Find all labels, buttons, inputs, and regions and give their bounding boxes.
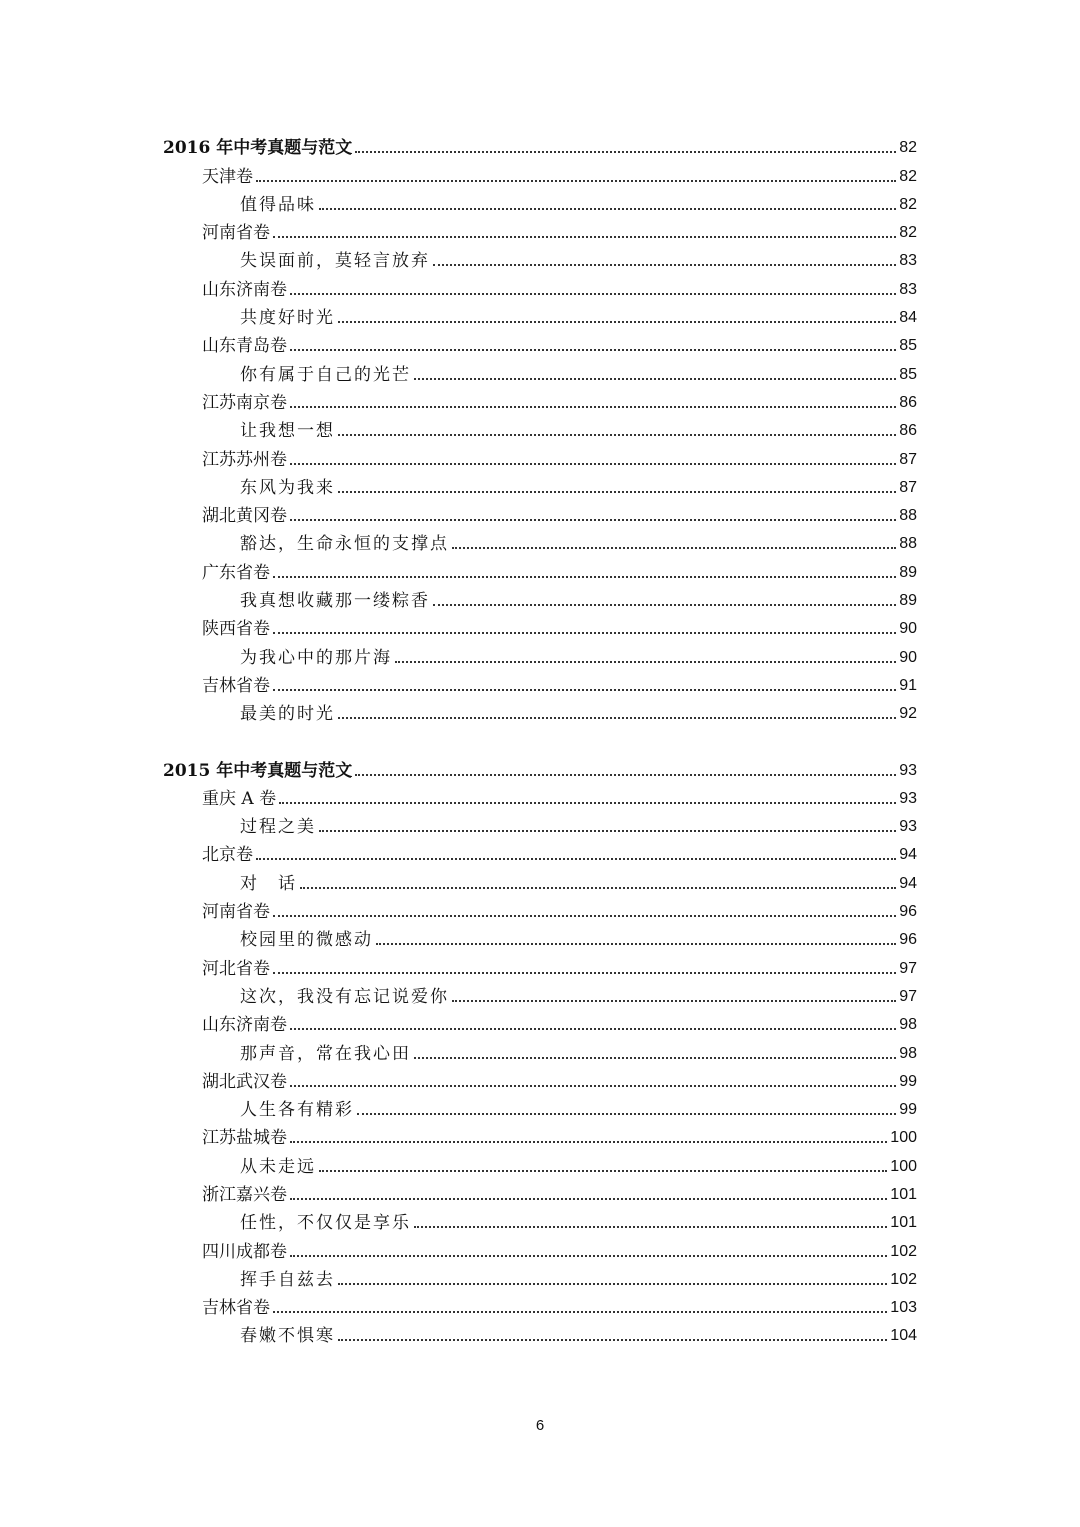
dot-leader bbox=[273, 632, 896, 634]
dot-leader bbox=[355, 774, 896, 776]
toc-exam-entry bbox=[163, 1291, 917, 1319]
toc-entry-title: 吉林省卷 bbox=[202, 1298, 270, 1319]
toc-exam-entry bbox=[163, 1065, 917, 1093]
dot-leader bbox=[338, 434, 896, 436]
dot-leader bbox=[319, 830, 896, 832]
toc-entry-title: 我真想收藏那一缕粽香 bbox=[240, 591, 430, 612]
toc-entry-title: 山东济南卷 bbox=[202, 279, 287, 300]
toc-entry-page: 94 bbox=[899, 874, 917, 892]
dot-leader bbox=[338, 321, 896, 323]
toc-exam-entry bbox=[163, 272, 917, 300]
toc-essay-entry bbox=[163, 357, 917, 385]
toc-entry-page: 102 bbox=[890, 1270, 917, 1288]
dot-leader bbox=[319, 1170, 887, 1172]
dot-leader bbox=[376, 943, 896, 945]
toc-exam-entry bbox=[163, 1234, 917, 1262]
dot-leader bbox=[300, 887, 896, 889]
toc-entry-title: 湖北武汉卷 bbox=[202, 1071, 287, 1092]
toc-exam-entry bbox=[163, 782, 917, 810]
dot-leader bbox=[414, 378, 896, 380]
dot-leader bbox=[290, 1255, 887, 1257]
toc-entry-page: 88 bbox=[899, 535, 917, 553]
toc-exam-entry bbox=[163, 329, 917, 357]
toc-entry-page: 83 bbox=[899, 280, 917, 298]
dot-leader bbox=[338, 491, 896, 493]
toc-entry-title: 春嫩不惧寒 bbox=[240, 1326, 335, 1347]
dot-leader bbox=[279, 802, 896, 804]
toc-entry-title: 为我心中的那片海 bbox=[240, 647, 392, 668]
dot-leader bbox=[338, 717, 896, 719]
dot-leader bbox=[452, 547, 896, 549]
toc-entry-page: 98 bbox=[899, 1016, 917, 1034]
toc-essay-entry bbox=[163, 866, 917, 894]
toc-entry-title: 失误面前，莫轻言放弃 bbox=[240, 251, 430, 272]
toc-entry-page: 86 bbox=[899, 422, 917, 440]
toc-entry-page: 90 bbox=[899, 620, 917, 638]
dot-leader bbox=[433, 264, 896, 266]
toc-essay-entry bbox=[163, 923, 917, 951]
toc-exam-entry bbox=[163, 1121, 917, 1149]
table-of-contents bbox=[163, 131, 917, 1347]
toc-entry-title: 北京卷 bbox=[202, 845, 253, 866]
toc-entry-title: 任性，不仅仅是享乐 bbox=[240, 1213, 411, 1234]
toc-entry-title: 河北省卷 bbox=[202, 958, 270, 979]
toc-essay-entry bbox=[163, 1319, 917, 1347]
dot-leader bbox=[273, 236, 896, 238]
toc-entry-title: 最美的时光 bbox=[240, 704, 335, 725]
toc-entry-title: 河南省卷 bbox=[202, 902, 270, 923]
toc-exam-entry bbox=[163, 612, 917, 640]
toc-entry-title: 从未走远 bbox=[240, 1156, 316, 1177]
toc-essay-entry bbox=[163, 584, 917, 612]
dot-leader bbox=[290, 349, 896, 351]
toc-entry-page: 102 bbox=[890, 1242, 917, 1260]
toc-exam-entry bbox=[163, 838, 917, 866]
toc-exam-entry bbox=[163, 159, 917, 187]
toc-entry-title: 那声音，常在我心田 bbox=[240, 1043, 411, 1064]
toc-entry-page: 100 bbox=[890, 1157, 917, 1175]
toc-exam-entry bbox=[163, 555, 917, 583]
toc-entry-title: 人生各有精彩 bbox=[240, 1100, 354, 1121]
toc-essay-entry bbox=[163, 697, 917, 725]
dot-leader bbox=[273, 1311, 887, 1313]
dot-leader bbox=[319, 208, 896, 210]
toc-entry-title: 浙江嘉兴卷 bbox=[202, 1184, 287, 1205]
toc-entry-page: 97 bbox=[899, 987, 917, 1005]
toc-entry-page: 90 bbox=[899, 648, 917, 666]
toc-section-heading bbox=[163, 131, 917, 159]
toc-entry-page: 101 bbox=[890, 1185, 917, 1203]
toc-entry-title: 这次，我没有忘记说爱你 bbox=[240, 986, 449, 1007]
dot-leader bbox=[452, 1000, 896, 1002]
toc-essay-entry bbox=[163, 810, 917, 838]
toc-entry-title: 挥手自兹去 bbox=[240, 1269, 335, 1290]
toc-entry-title: 值得品味 bbox=[240, 194, 316, 215]
toc-entry-page: 85 bbox=[899, 365, 917, 383]
dot-leader bbox=[290, 1141, 887, 1143]
toc-exam-entry bbox=[163, 895, 917, 923]
dot-leader bbox=[290, 463, 896, 465]
toc-entry-title: 吉林省卷 bbox=[202, 675, 270, 696]
toc-entry-title: 河南省卷 bbox=[202, 223, 270, 244]
toc-entry-title: 让我想一想 bbox=[240, 421, 335, 442]
dot-leader bbox=[273, 689, 896, 691]
toc-entry-page: 93 bbox=[899, 761, 917, 779]
toc-entry-title: 校园里的微感动 bbox=[240, 930, 373, 951]
toc-entry-title: 东风为我来 bbox=[240, 477, 335, 498]
toc-entry-page: 96 bbox=[899, 903, 917, 921]
toc-entry-title: 过程之美 bbox=[240, 817, 316, 838]
dot-leader bbox=[357, 1113, 896, 1115]
toc-exam-entry bbox=[163, 499, 917, 527]
toc-entry-page: 99 bbox=[899, 1072, 917, 1090]
toc-entry-page: 93 bbox=[899, 789, 917, 807]
toc-entry-title: 天津卷 bbox=[202, 166, 253, 187]
toc-exam-entry bbox=[163, 1008, 917, 1036]
toc-essay-entry bbox=[163, 188, 917, 216]
toc-entry-page: 82 bbox=[899, 224, 917, 242]
dot-leader bbox=[290, 1028, 896, 1030]
toc-entry-title: 四川成都卷 bbox=[202, 1241, 287, 1262]
toc-entry-title: 共度好时光 bbox=[240, 308, 335, 329]
toc-section bbox=[163, 131, 917, 725]
toc-entry-page: 87 bbox=[899, 478, 917, 496]
toc-essay-entry bbox=[163, 1093, 917, 1121]
toc-entry-page: 87 bbox=[899, 450, 917, 468]
toc-entry-page: 97 bbox=[899, 959, 917, 977]
toc-entry-page: 93 bbox=[899, 818, 917, 836]
toc-entry-page: 85 bbox=[899, 337, 917, 355]
toc-essay-entry bbox=[163, 1036, 917, 1064]
toc-exam-entry bbox=[163, 669, 917, 697]
toc-entry-title: 2016 年中考真题与范文 bbox=[163, 138, 353, 159]
toc-essay-entry bbox=[163, 1263, 917, 1291]
toc-entry-page: 89 bbox=[899, 563, 917, 581]
toc-essay-entry bbox=[163, 640, 917, 668]
toc-essay-entry bbox=[163, 471, 917, 499]
toc-entry-page: 83 bbox=[899, 252, 917, 270]
toc-entry-page: 89 bbox=[899, 592, 917, 610]
toc-entry-page: 96 bbox=[899, 931, 917, 949]
dot-leader bbox=[273, 576, 896, 578]
dot-leader bbox=[290, 293, 896, 295]
toc-entry-page: 103 bbox=[890, 1299, 917, 1317]
dot-leader bbox=[395, 661, 896, 663]
dot-leader bbox=[273, 915, 896, 917]
toc-entry-page: 101 bbox=[890, 1214, 917, 1232]
toc-exam-entry bbox=[163, 216, 917, 244]
toc-exam-entry bbox=[163, 1178, 917, 1206]
toc-entry-title: 广东省卷 bbox=[202, 562, 270, 583]
toc-essay-entry bbox=[163, 1206, 917, 1234]
dot-leader bbox=[290, 1198, 887, 1200]
toc-entry-title: 你有属于自己的光芒 bbox=[240, 364, 411, 385]
page-number: 6 bbox=[535, 1417, 545, 1434]
toc-entry-page: 82 bbox=[899, 139, 917, 157]
toc-exam-entry bbox=[163, 442, 917, 470]
toc-entry-title: 山东济南卷 bbox=[202, 1015, 287, 1036]
toc-essay-entry bbox=[163, 414, 917, 442]
toc-entry-title: 湖北黄冈卷 bbox=[202, 506, 287, 527]
toc-entry-page: 88 bbox=[899, 507, 917, 525]
toc-entry-page: 92 bbox=[899, 705, 917, 723]
toc-entry-page: 104 bbox=[890, 1327, 917, 1345]
toc-entry-title: 重庆 A 卷 bbox=[202, 788, 277, 809]
toc-entry-title: 江苏盐城卷 bbox=[202, 1128, 287, 1149]
dot-leader bbox=[433, 604, 896, 606]
toc-entry-title: 对 话 bbox=[240, 873, 297, 894]
toc-section bbox=[163, 753, 917, 1347]
toc-entry-title: 2015 年中考真题与范文 bbox=[163, 760, 353, 781]
toc-entry-page: 100 bbox=[890, 1129, 917, 1147]
toc-entry-title: 豁达，生命永恒的支撑点 bbox=[240, 534, 449, 555]
toc-entry-title: 江苏苏州卷 bbox=[202, 449, 287, 470]
toc-entry-page: 98 bbox=[899, 1044, 917, 1062]
toc-entry-page: 86 bbox=[899, 393, 917, 411]
toc-entry-title: 陕西省卷 bbox=[202, 619, 270, 640]
toc-exam-entry bbox=[163, 386, 917, 414]
toc-essay-entry bbox=[163, 244, 917, 272]
toc-entry-page: 84 bbox=[899, 309, 917, 327]
toc-entry-page: 94 bbox=[899, 846, 917, 864]
toc-essay-entry bbox=[163, 980, 917, 1008]
toc-section-heading bbox=[163, 753, 917, 781]
toc-entry-title: 山东青岛卷 bbox=[202, 336, 287, 357]
toc-entry-title: 江苏南京卷 bbox=[202, 392, 287, 413]
toc-entry-page: 82 bbox=[899, 195, 917, 213]
dot-leader bbox=[355, 151, 896, 153]
dot-leader bbox=[256, 180, 896, 182]
dot-leader bbox=[256, 858, 896, 860]
dot-leader bbox=[290, 406, 896, 408]
toc-essay-entry bbox=[163, 527, 917, 555]
toc-entry-page: 82 bbox=[899, 167, 917, 185]
dot-leader bbox=[290, 1085, 896, 1087]
toc-entry-page: 91 bbox=[899, 676, 917, 694]
dot-leader bbox=[273, 972, 896, 974]
dot-leader bbox=[338, 1283, 887, 1285]
toc-essay-entry bbox=[163, 1149, 917, 1177]
toc-exam-entry bbox=[163, 951, 917, 979]
toc-entry-page: 99 bbox=[899, 1101, 917, 1119]
toc-essay-entry bbox=[163, 301, 917, 329]
dot-leader bbox=[338, 1339, 887, 1341]
dot-leader bbox=[414, 1226, 887, 1228]
dot-leader bbox=[414, 1057, 896, 1059]
dot-leader bbox=[290, 519, 896, 521]
